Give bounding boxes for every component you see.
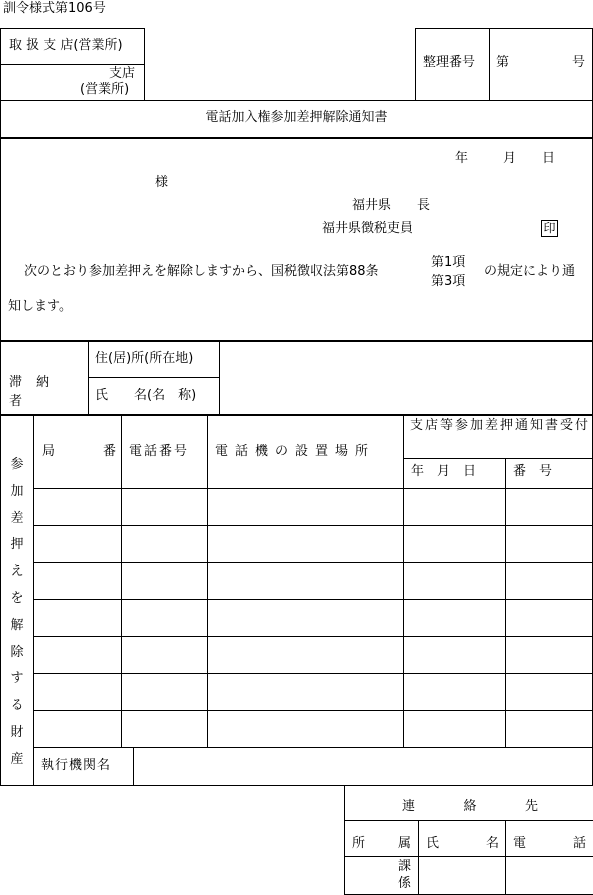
property-side-label-char: す	[10, 671, 24, 687]
name-label: 氏 名(名 称)	[95, 388, 197, 403]
issuer-official: 福井県徴税吏員	[322, 221, 414, 236]
row-line-6	[33, 673, 593, 674]
property-side-label	[9, 458, 25, 780]
form-code: 訓令様式第106号	[3, 1, 106, 16]
issuer-governor: 福井県 長	[352, 198, 431, 213]
row-line-2	[33, 525, 593, 526]
row-line-4	[33, 599, 593, 600]
col-divider-2	[207, 415, 208, 748]
addressee-suffix: 様	[155, 175, 169, 190]
delinquent-label-text: 滞納者	[9, 375, 64, 409]
col-date-label: 年 月 日	[411, 464, 477, 479]
reference-suffix: 号	[572, 55, 586, 70]
col-divider-4	[505, 458, 506, 748]
body-clause-1: 第1項	[431, 255, 466, 270]
delinquent-bottom-line	[0, 414, 593, 416]
row-line-1	[33, 488, 593, 489]
branch-box-right	[144, 28, 145, 100]
contact-label-char: 先	[524, 799, 538, 814]
reference-box-top	[415, 28, 593, 29]
date-year-label: 年	[455, 151, 469, 166]
property-side-label-char: 除	[10, 644, 24, 660]
contact-box-left	[344, 785, 345, 895]
contact-phone-label-char: 話	[572, 836, 586, 851]
address-label: 住(居)所(所在地)	[95, 351, 194, 366]
contact-col-divider-2	[505, 820, 506, 895]
row-line-8	[33, 747, 593, 748]
property-side-label-char: 財	[10, 724, 24, 740]
contact-section-label: 課	[398, 859, 412, 874]
property-side-label-char: え	[10, 564, 24, 580]
property-side-label-char: 差	[10, 510, 24, 526]
col-phone-label: 電話番号	[129, 444, 190, 459]
contact-name-label	[426, 832, 499, 851]
header-bottom-line	[0, 100, 593, 101]
branch-box-divider	[0, 64, 144, 65]
contact-header-divider	[344, 820, 593, 821]
branch-box-top	[0, 28, 144, 29]
contact-label-char: 連	[402, 799, 416, 814]
body-text-end: 知します。	[8, 299, 72, 314]
property-side-label-char: 解	[10, 617, 24, 633]
notice-header-divider	[403, 458, 593, 459]
delinquent-label	[9, 371, 81, 409]
contact-phone-label	[513, 832, 586, 851]
col-bureau-label-char: 局	[42, 444, 56, 459]
delinquent-row-divider	[88, 377, 220, 378]
property-side-label-char: 産	[10, 751, 24, 767]
title-bottom-line	[0, 137, 593, 139]
reference-prefix: 第	[496, 55, 510, 70]
frame-left-border	[0, 28, 1, 786]
col-notice-label: 支店等参加差押通知書受付	[410, 418, 591, 433]
seal-mark: 印	[541, 220, 558, 237]
contact-subsection-label: 係	[398, 876, 412, 891]
document-title: 電話加入権参加差押解除通知書	[205, 110, 388, 125]
property-side-label-char: を	[10, 590, 24, 606]
contact-row-divider	[344, 856, 593, 857]
date-day-label: 日	[542, 151, 556, 166]
body-text-after: の規定により通	[484, 264, 576, 279]
col-number-label: 番 号	[513, 464, 553, 479]
agency-divider	[133, 748, 134, 785]
property-bottom-line	[0, 785, 593, 786]
reference-box-divider	[489, 28, 490, 100]
branch-suffix-office: (営業所)	[80, 82, 130, 97]
row-line-3	[33, 562, 593, 563]
reference-box-left	[415, 28, 416, 100]
body-clause-3: 第3項	[431, 274, 466, 289]
contact-dept-label	[352, 832, 411, 851]
contact-name-label-char: 名	[485, 836, 499, 851]
contact-phone-label-char: 電	[513, 836, 527, 851]
col-divider-3	[403, 415, 404, 748]
property-side-label-char: 加	[10, 483, 24, 499]
property-side-label-char: 参	[10, 457, 24, 472]
contact-label-char: 絡	[463, 799, 477, 814]
date-month-label: 月	[503, 151, 517, 166]
contact-name-label-char: 氏	[426, 836, 440, 851]
col-bureau-label	[42, 445, 116, 458]
contact-dept-label-char: 属	[397, 836, 411, 851]
body-text-main: 次のとおり参加差押えを解除しますから、国税徴収法第88条	[24, 264, 379, 279]
row-line-5	[33, 636, 593, 637]
contact-dept-label-char: 所	[352, 836, 366, 851]
executing-agency-label: 執行機関名	[41, 758, 112, 773]
property-side-divider	[33, 415, 34, 785]
row-line-7	[33, 710, 593, 711]
col-location-label: 電話機の設置場所	[215, 444, 376, 459]
contact-label	[402, 795, 538, 814]
branch-suffix: 支店	[109, 66, 136, 81]
reference-label: 整理番号	[423, 55, 476, 70]
property-side-label-char: る	[10, 698, 24, 714]
col-bureau-label-char: 番	[102, 444, 116, 459]
col-divider-1	[121, 415, 122, 748]
contact-col-divider-1	[418, 820, 419, 895]
property-side-label-char: 押	[10, 537, 24, 553]
branch-label: 取 扱 支 店(営業所)	[9, 38, 123, 53]
